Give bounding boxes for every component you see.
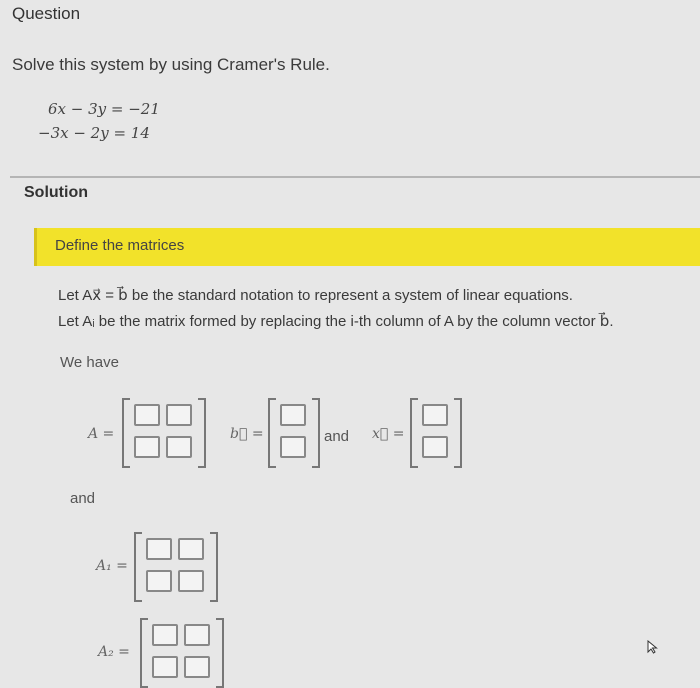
vector-b-cell-2[interactable]	[280, 436, 306, 458]
matrix-a-cell-11[interactable]	[134, 404, 160, 426]
matrix-a2-cell-12[interactable]	[184, 624, 210, 646]
notation-line-2: Let Aᵢ be the matrix formed by replacing the i-th column of A by the column vector b⃗.	[58, 313, 614, 330]
matrix-a1-label: A₁ =	[96, 558, 128, 574]
vector-x-right-bracket	[454, 398, 462, 468]
matrix-a1-cell-12[interactable]	[178, 538, 204, 560]
matrix-a2-label: A₂ =	[98, 644, 130, 660]
we-have-text: We have	[60, 354, 119, 371]
vector-x-cell-2[interactable]	[422, 436, 448, 458]
vector-x-cell-1[interactable]	[422, 404, 448, 426]
matrix-a-left-bracket	[122, 398, 130, 468]
vector-b-right-bracket	[312, 398, 320, 468]
vector-x-left-bracket	[410, 398, 418, 468]
matrix-a-cell-12[interactable]	[166, 404, 192, 426]
section-divider	[10, 176, 700, 178]
solution-title: Solution	[24, 184, 88, 201]
step-header[interactable]	[34, 228, 700, 266]
and-text: and	[70, 490, 96, 507]
matrix-a2-cell-21[interactable]	[152, 656, 178, 678]
matrix-a-cell-22[interactable]	[166, 436, 192, 458]
notation-line-1: Let Ax⃗ = b⃗ be the standard notation to represent a system of linear equations.	[58, 287, 573, 304]
vector-b-cell-1[interactable]	[280, 404, 306, 426]
cursor-icon	[646, 640, 660, 654]
question-title: Question	[12, 4, 81, 23]
matrix-a2-cell-11[interactable]	[152, 624, 178, 646]
vector-b-left-bracket	[268, 398, 276, 468]
and-inline-text: and	[324, 428, 350, 445]
equation-1: 6x − 3y = −21	[48, 100, 160, 118]
step-title: Define the matrices	[55, 237, 185, 254]
matrix-a1-right-bracket	[210, 532, 218, 602]
question-prompt: Solve this system by using Cramer's Rule.	[12, 55, 330, 74]
matrix-a-cell-21[interactable]	[134, 436, 160, 458]
vector-x-label: x⃗ =	[372, 426, 405, 442]
matrix-a-right-bracket	[198, 398, 206, 468]
equation-2: −3x − 2y = 14	[38, 124, 150, 142]
matrix-a1-cell-22[interactable]	[178, 570, 204, 592]
matrix-a1-cell-21[interactable]	[146, 570, 172, 592]
vector-b-label: b⃗ =	[230, 426, 264, 442]
matrix-a-label: A =	[88, 426, 115, 442]
matrix-a1-cell-11[interactable]	[146, 538, 172, 560]
matrix-a1-left-bracket	[134, 532, 142, 602]
matrix-a2-cell-22[interactable]	[184, 656, 210, 678]
